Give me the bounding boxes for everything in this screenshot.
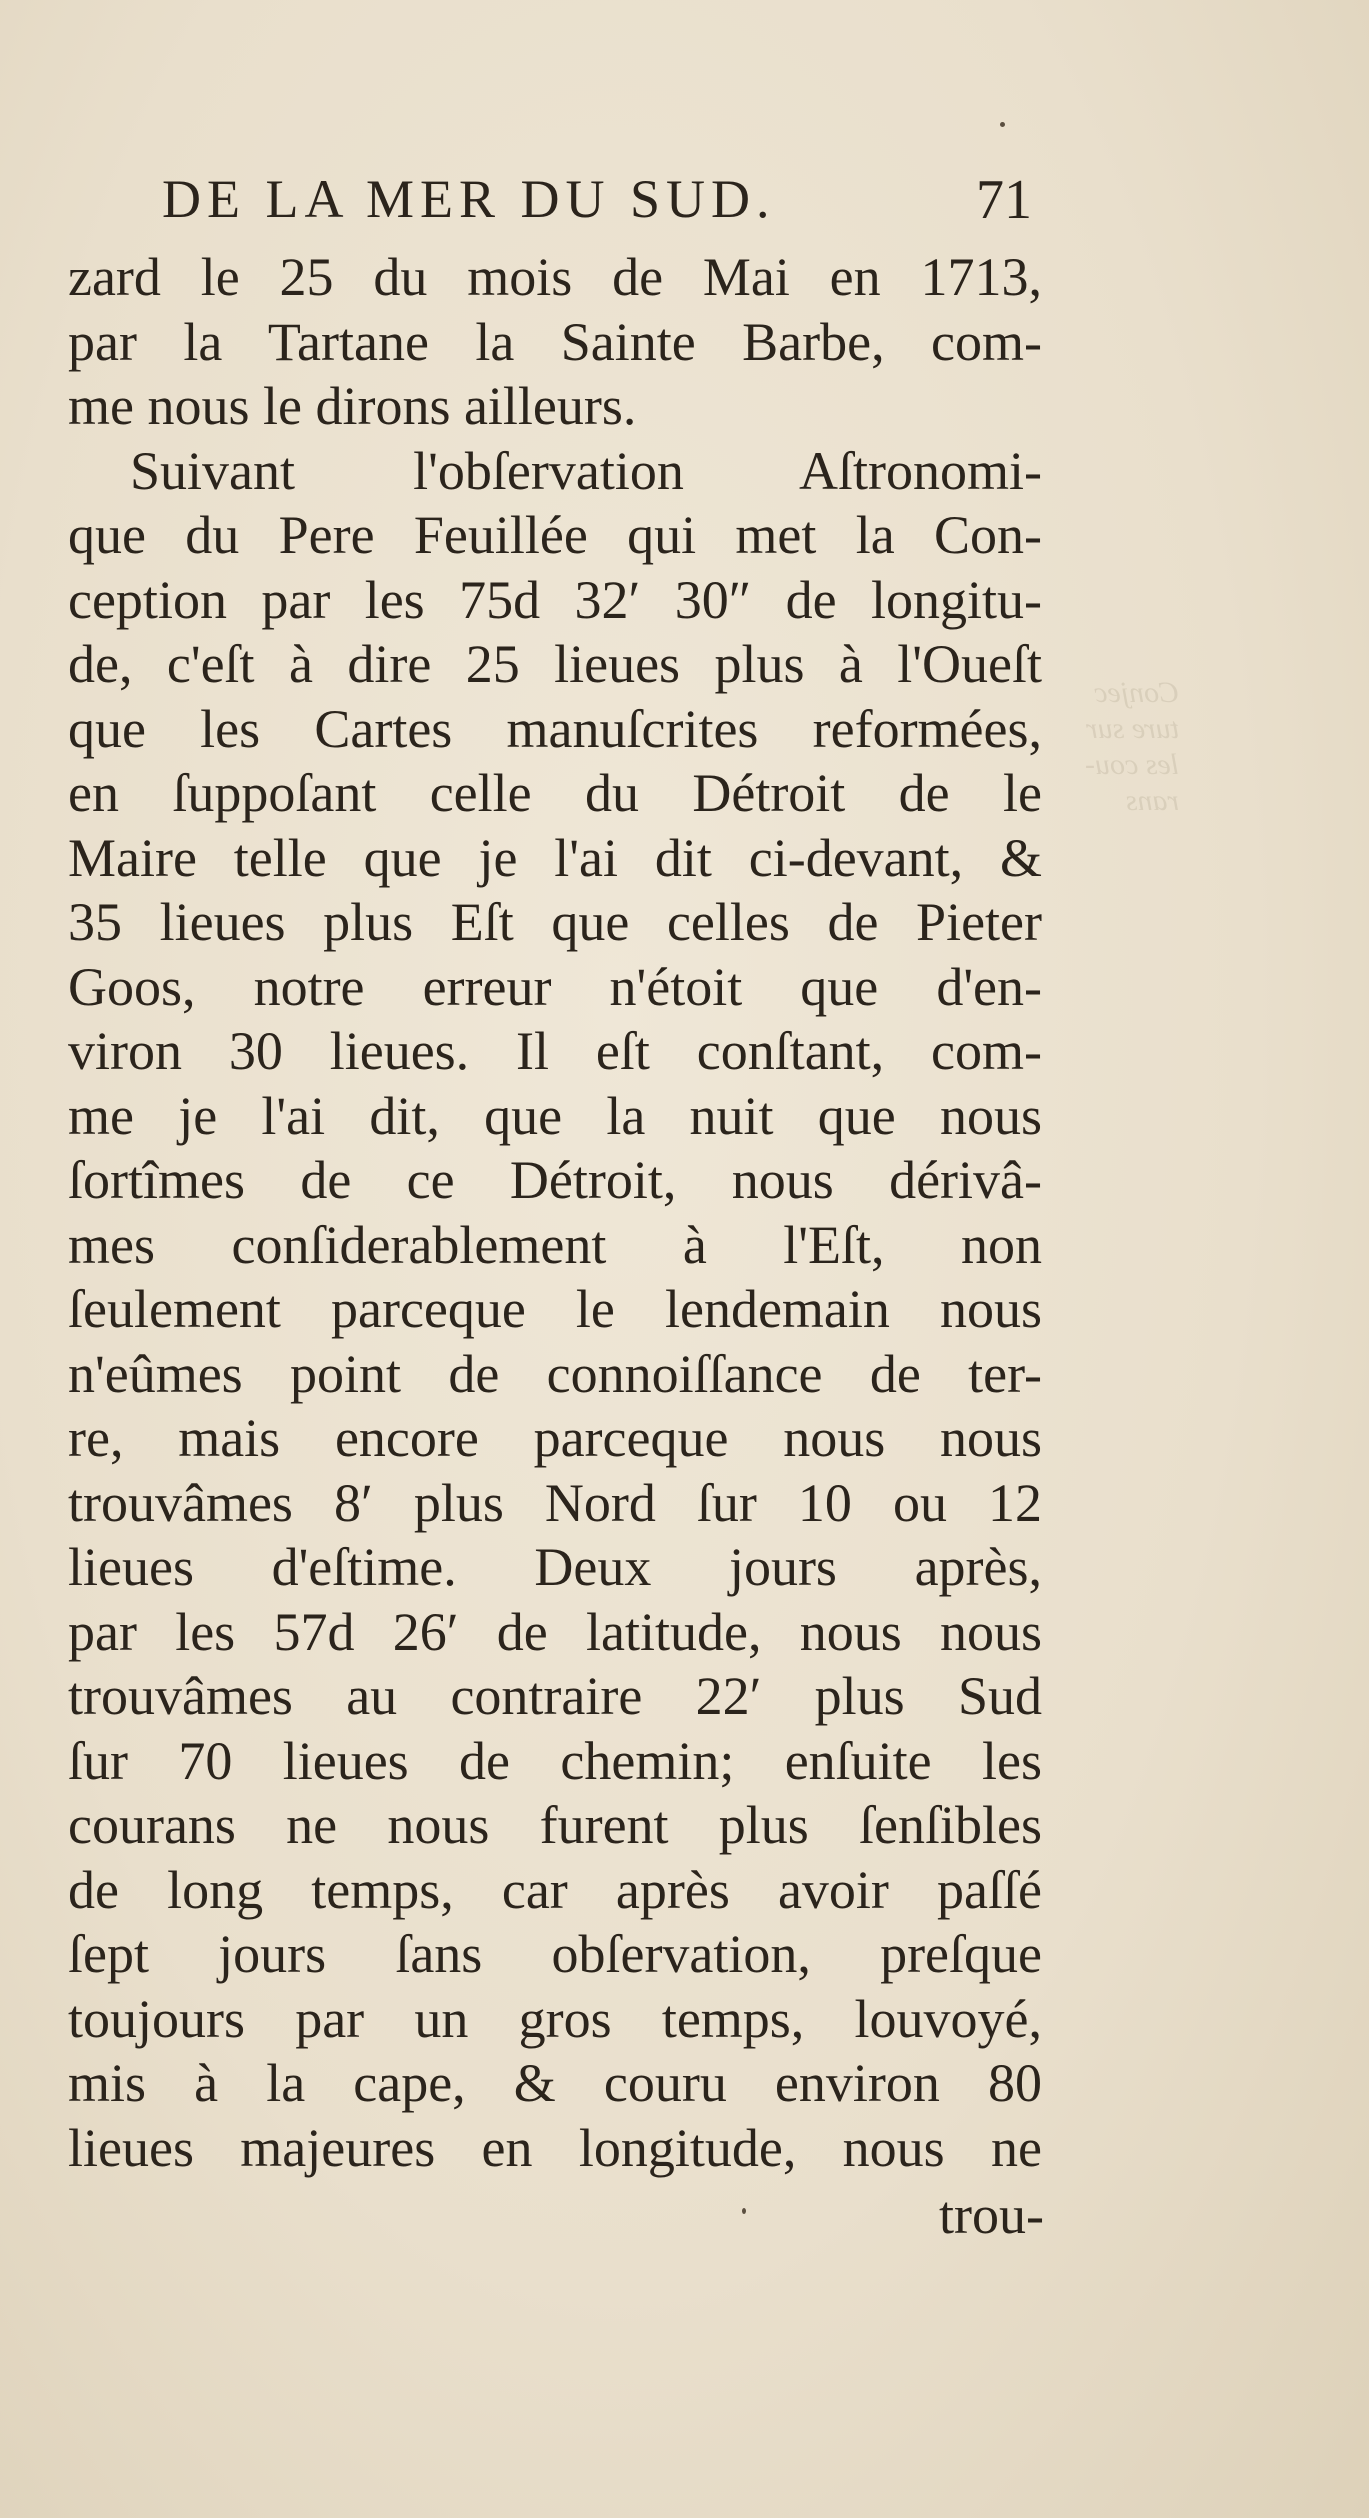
text-line: que les Cartes manuſcrites reformées,	[68, 698, 1042, 759]
show-through-line: les cou-	[1085, 748, 1180, 781]
text-line: Maire telle que je l'ai dit ci-devant, &	[68, 827, 1042, 888]
text-line: courans ne nous furent plus ſenſibles	[68, 1795, 1042, 1855]
ink-speck	[1000, 122, 1005, 127]
paragraph-start-line: Suivant l'obſervation Aſtronomi-	[130, 440, 1042, 501]
text-line: de long temps, car après avoir paſſé	[68, 1859, 1042, 1920]
text-line: viron 30 lieues. Il eſt conſtant, com-	[68, 1021, 1042, 1081]
text-line: n'eûmes point de connoiſſance de ter-	[68, 1343, 1042, 1404]
text-line: par les 57d 26′ de latitude, nous nous	[68, 1601, 1042, 1662]
text-line: trouvâmes 8′ plus Nord ſur 10 ou 12	[68, 1472, 1042, 1533]
catchword: trou-	[939, 2185, 1044, 2245]
text-line: ſur 70 lieues de chemin; enſuite les	[68, 1730, 1042, 1791]
text-line: me nous le dirons ailleurs.	[68, 376, 637, 436]
text-line: re, mais encore parceque nous nous	[68, 1408, 1042, 1468]
text-line: Goos, notre erreur n'étoit que d'en-	[68, 956, 1042, 1017]
text-line: en ſuppoſant celle du Détroit de le	[68, 763, 1042, 823]
text-line: toujours par un gros temps, louvoyé,	[68, 1988, 1042, 2049]
show-through-line: rans	[1125, 784, 1180, 817]
text-line: lieues majeures en longitude, nous ne	[68, 2117, 1042, 2178]
text-line: mes conſiderablement à l'Eſt, non	[68, 1214, 1042, 1275]
show-through-line: ture sur	[1086, 712, 1180, 745]
text-line: ſept jours ſans obſervation, preſque	[68, 1924, 1042, 1984]
body-text	[68, 245, 1042, 2180]
page-header	[162, 168, 1042, 248]
text-line: 35 lieues plus Eſt que celles de Pieter	[68, 892, 1042, 952]
text-line: zard le 25 du mois de Mai en 1713,	[68, 247, 1042, 307]
running-head: DE LA MER DU SUD.	[162, 169, 776, 229]
text-line: que du Pere Feuillée qui met la Con-	[68, 505, 1042, 565]
text-line: trouvâmes au contraire 22′ plus Sud	[68, 1666, 1042, 1726]
text-line: de, c'eſt à dire 25 lieues plus à l'Oueſt	[68, 634, 1042, 694]
text-line: ception par les 75d 32′ 30″ de longitu-	[68, 569, 1042, 630]
show-through-text	[1085, 675, 1179, 819]
text-line: ſeulement parceque le lendemain nous	[68, 1279, 1042, 1339]
text-line: me je l'ai dit, que la nuit que nous	[68, 1085, 1042, 1146]
text-line: mis à la cape, & couru environ 80	[68, 2053, 1042, 2113]
page-number: 71	[976, 169, 1032, 231]
ink-speck	[742, 2208, 746, 2214]
text-line: ſortîmes de ce Détroit, nous dérivâ-	[68, 1150, 1042, 1210]
text-line: par la Tartane la Sainte Barbe, com-	[68, 311, 1042, 372]
text-line: lieues d'eſtime. Deux jours après,	[68, 1537, 1042, 1597]
show-through-line: Conjec	[1094, 676, 1180, 709]
